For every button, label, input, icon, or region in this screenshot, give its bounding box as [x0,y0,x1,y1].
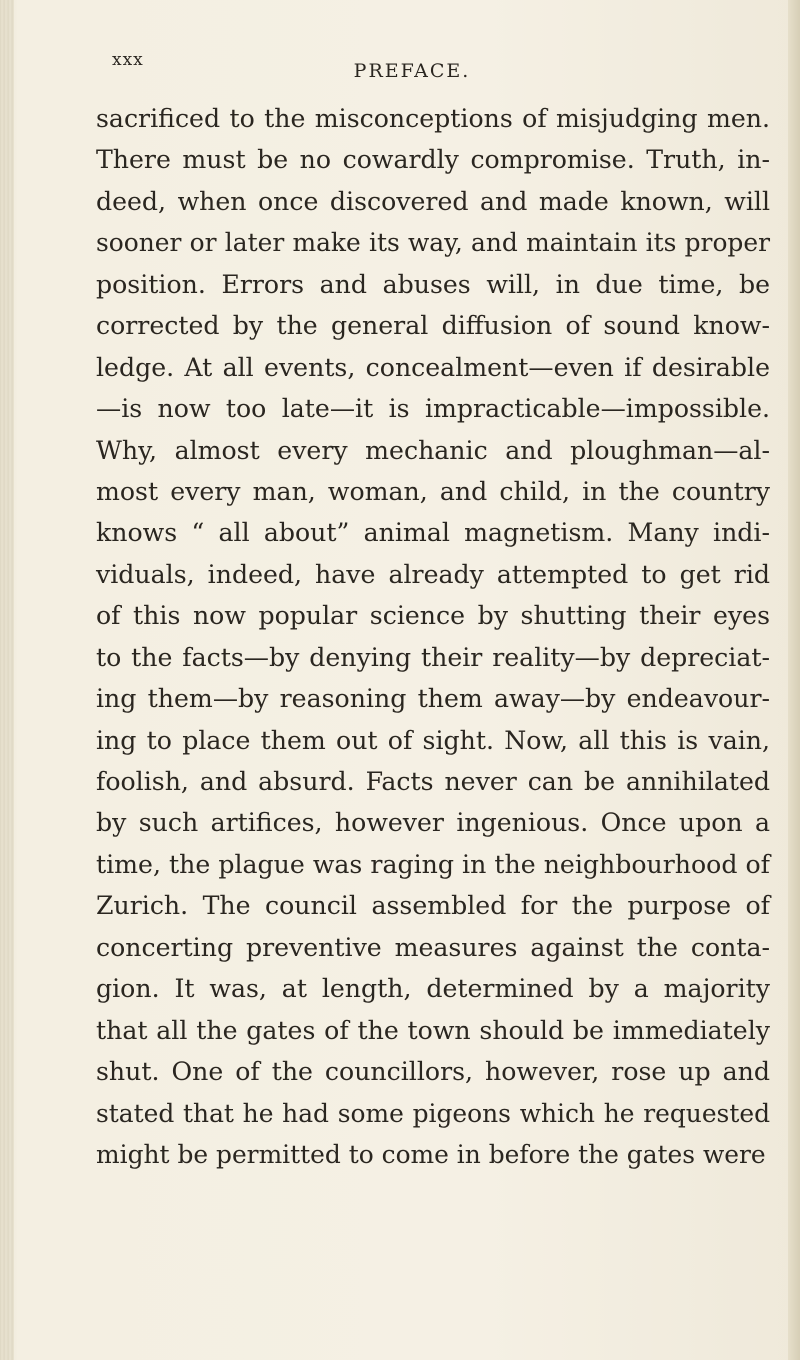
text-line: corrected by the general diffusion of sound know- [96,311,770,341]
text-line: ing them—by reasoning them away—by endeavour- [96,684,770,714]
page-number: xxx [112,50,144,70]
text-line: ing to place them out of sight. Now, all this is vain, [96,725,770,755]
text-line: sacrificed to the misconceptions of misjudging men. [96,104,770,133]
text-line: sooner or later make its way, and maintain its proper [96,228,770,258]
text-line: Zurich. The council assembled for the purpose of [96,891,770,921]
text-line: Why, almost every mechanic and ploughman—al- [96,435,770,465]
text-line: viduals, indeed, have already attempted to get rid [96,559,770,589]
text-line: most every man, woman, and child, in the country [96,476,770,506]
page-edge-right [788,0,800,1360]
body-text [96,98,770,1175]
running-head: PREFACE. [353,60,471,82]
text-line: foolish, and absurd. Facts never can be annihilated [96,767,770,796]
text-line: deed, when once discovered and made known, will [96,186,770,216]
text-line: concerting preventive measures against the conta- [96,932,770,962]
text-line: to the facts—by denying their reality—by depreciat- [96,642,770,672]
text-line: time, the plague was raging in the neighbourhood of [96,849,770,879]
text-line: —is now too late—it is impracticable—impossible. [96,394,770,424]
page-gutter-left [0,0,14,1360]
text-line: by such artifices, however ingenious. Once upon a [96,808,770,838]
text-line: knows “ all about” animal magnetism. Many indi- [96,518,770,548]
text-line: There must be no cowardly compromise. Truth, in- [96,145,770,175]
text-line: gion. It was, at length, determined by a majority [96,974,770,1004]
text-line: of this now popular science by shutting their eyes [96,601,770,631]
text-line: position. Errors and abuses will, in due time, be [96,269,770,299]
text-line: that all the gates of the town should be immediately [96,1015,770,1045]
text-line: ledge. At all events, concealment—even if desirable [96,352,770,382]
text-line: shut. One of the councillors, however, rose up and [96,1057,770,1087]
text-line: might be permitted to come in before the gates were [96,1139,766,1169]
text-line: stated that he had some pigeons which he requested [96,1098,770,1128]
